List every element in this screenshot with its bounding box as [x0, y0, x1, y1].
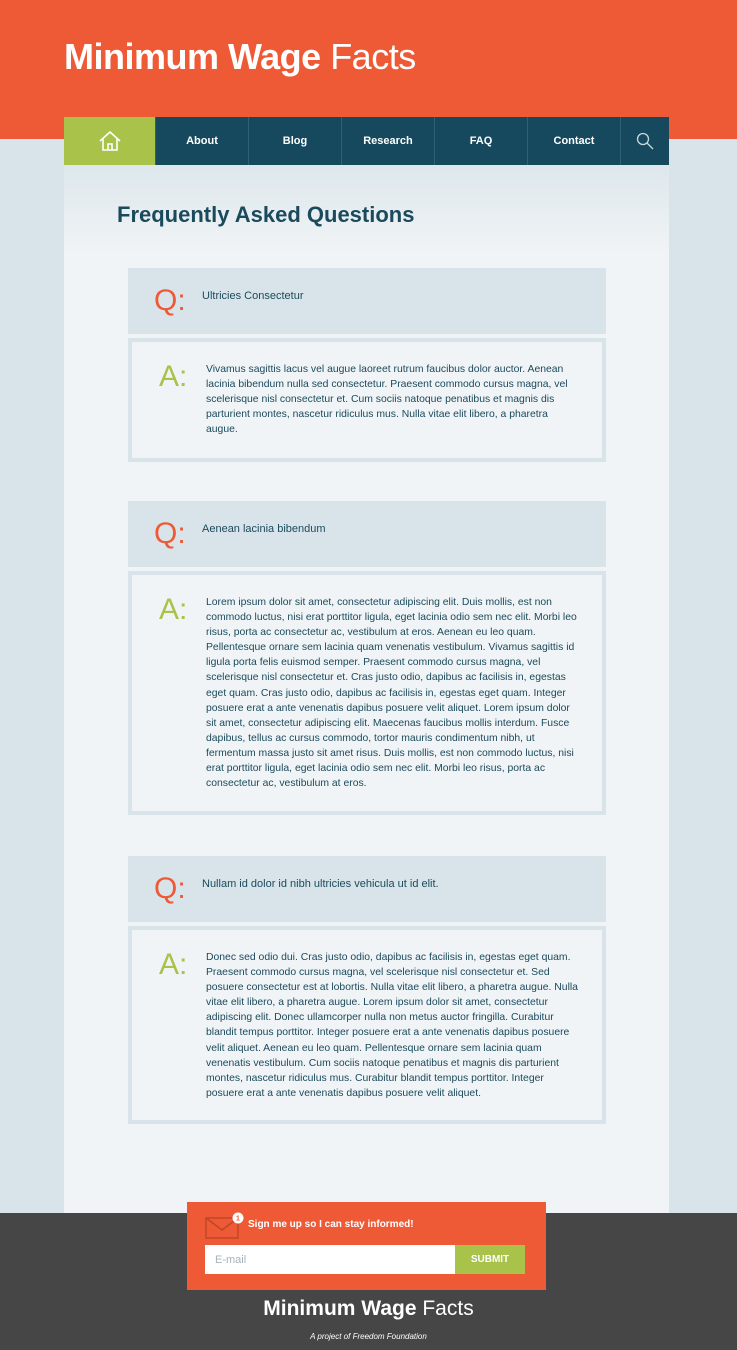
- site-logo[interactable]: [64, 36, 416, 78]
- nav-item-blog[interactable]: Blog: [248, 117, 341, 165]
- question-text: Nullam id dolor id nibh ultricies vehicula ut id elit.: [202, 878, 439, 890]
- nav-search-button[interactable]: [620, 117, 669, 165]
- site-title-light: Facts: [330, 36, 416, 77]
- question-marker: Q:: [154, 284, 186, 317]
- nav-item-faq[interactable]: FAQ: [434, 117, 527, 165]
- answer-marker: A:: [159, 948, 188, 981]
- question-text: Ultricies Consectetur: [202, 290, 304, 302]
- footer-title-bold: Minimum Wage: [263, 1297, 417, 1320]
- page-title: Frequently Asked Questions: [117, 202, 415, 227]
- footer-logo[interactable]: [0, 1297, 737, 1321]
- nav-item-research[interactable]: Research: [341, 117, 434, 165]
- email-field[interactable]: [205, 1245, 455, 1274]
- footer-title-light: Facts: [422, 1297, 474, 1320]
- nav-item-about[interactable]: About: [155, 117, 248, 165]
- question-marker: Q:: [154, 517, 186, 550]
- signup-label: Sign me up so I can stay informed!: [248, 1219, 414, 1230]
- answer-text: Vivamus sagittis lacus vel augue laoreet rutrum faucibus dolor auctor. Aenean lacinia bibendum nulla sed consectetur. Praesent commodo cursus magna, vel scelerisque nisl consectetur et. Cum sociis natoque penatibus et magnis dis parturient montes, nascetur ridiculus mus. Nulla vitae elit libero, a pharetra augue.: [206, 364, 568, 436]
- site-title-bold: Minimum Wage: [64, 36, 321, 77]
- answer-text: Donec sed odio dui. Cras justo odio, dapibus ac facilisis in, egestas eget quam. Praesent commodo cursus magna, vel scelerisque nisl consectetur et. Sed posuere consectetur est at lobortis. Nulla vitae elit libero, a pharetra augue. Nulla vitae elit libero, a pharetra augue. Lorem ipsum dolor sit amet, consectetur adipiscing elit. Donec ullamcorper nulla non metus auctor fringilla. Curabitur blandit tempus porttitor. Integer posuere erat a ante venenatis dapibus posuere velit aliquet. Aenean eu leo quam. Pellentesque ornare sem lacinia quam venenatis vestibulum. Cum sociis natoque penatibus et magnis dis parturient montes, nascetur ridiculus mus. Curabitur blandit tempus porttitor. Integer posuere erat a ante venenatis dapibus posuere velit aliquet.: [206, 952, 578, 1099]
- faq-question[interactable]: [128, 856, 606, 922]
- answer-marker: A:: [159, 593, 188, 626]
- faq-question[interactable]: [128, 268, 606, 334]
- notification-badge: 1: [236, 1215, 240, 1223]
- nav-item-contact[interactable]: Contact: [527, 117, 620, 165]
- envelope-icon: [205, 1212, 245, 1240]
- faq-answer: [128, 571, 606, 815]
- nav-home-button[interactable]: [64, 117, 155, 165]
- search-icon: [636, 132, 654, 150]
- faq-question[interactable]: [128, 501, 606, 567]
- submit-button[interactable]: SUBMIT: [455, 1245, 525, 1274]
- home-icon: [98, 130, 122, 152]
- footer-subtitle: A project of Freedom Foundation: [310, 1332, 427, 1341]
- question-marker: Q:: [154, 872, 186, 905]
- question-text: Aenean lacinia bibendum: [202, 523, 326, 535]
- faq-answer: [128, 926, 606, 1124]
- faq-answer: [128, 338, 606, 462]
- answer-text: Lorem ipsum dolor sit amet, consectetur adipiscing elit. Duis mollis, est non commodo luctus, nisi erat porttitor ligula, eget lacinia odio sem nec elit. Morbi leo risus, porta ac consectetur ac, vestibulum at eros. Aenean eu leo quam. Pellentesque ornare sem lacinia quam venenatis vestibulum. Vivamus sagittis id ligula porta felis euismod semper. Praesent commodo cursus magna, vel scelerisque nisl consectetur et. Cras justo odio, dapibus ac facilisis in, egestas eget quam. Cras justo odio, dapibus ac facilisis in, egestas eget quam. Integer posuere erat a ante venenatis dapibus posuere velit aliquet. Lorem ipsum dolor sit amet, consectetur adipiscing elit. Maecenas faucibus mollis interdum. Fusce dapibus, tellus ac cursus commodo, tortor mauris condimentum nibh, ut fermentum massa justo sit amet risus. Duis mollis, est non commodo luctus, nisi erat porttitor ligula, eget lacinia odio sem nec elit. Morbi leo risus, porta ac consectetur ac, vestibulum at eros.: [206, 597, 577, 790]
- signup-box: [187, 1202, 546, 1290]
- main-nav: [64, 117, 669, 165]
- answer-marker: A:: [159, 360, 188, 393]
